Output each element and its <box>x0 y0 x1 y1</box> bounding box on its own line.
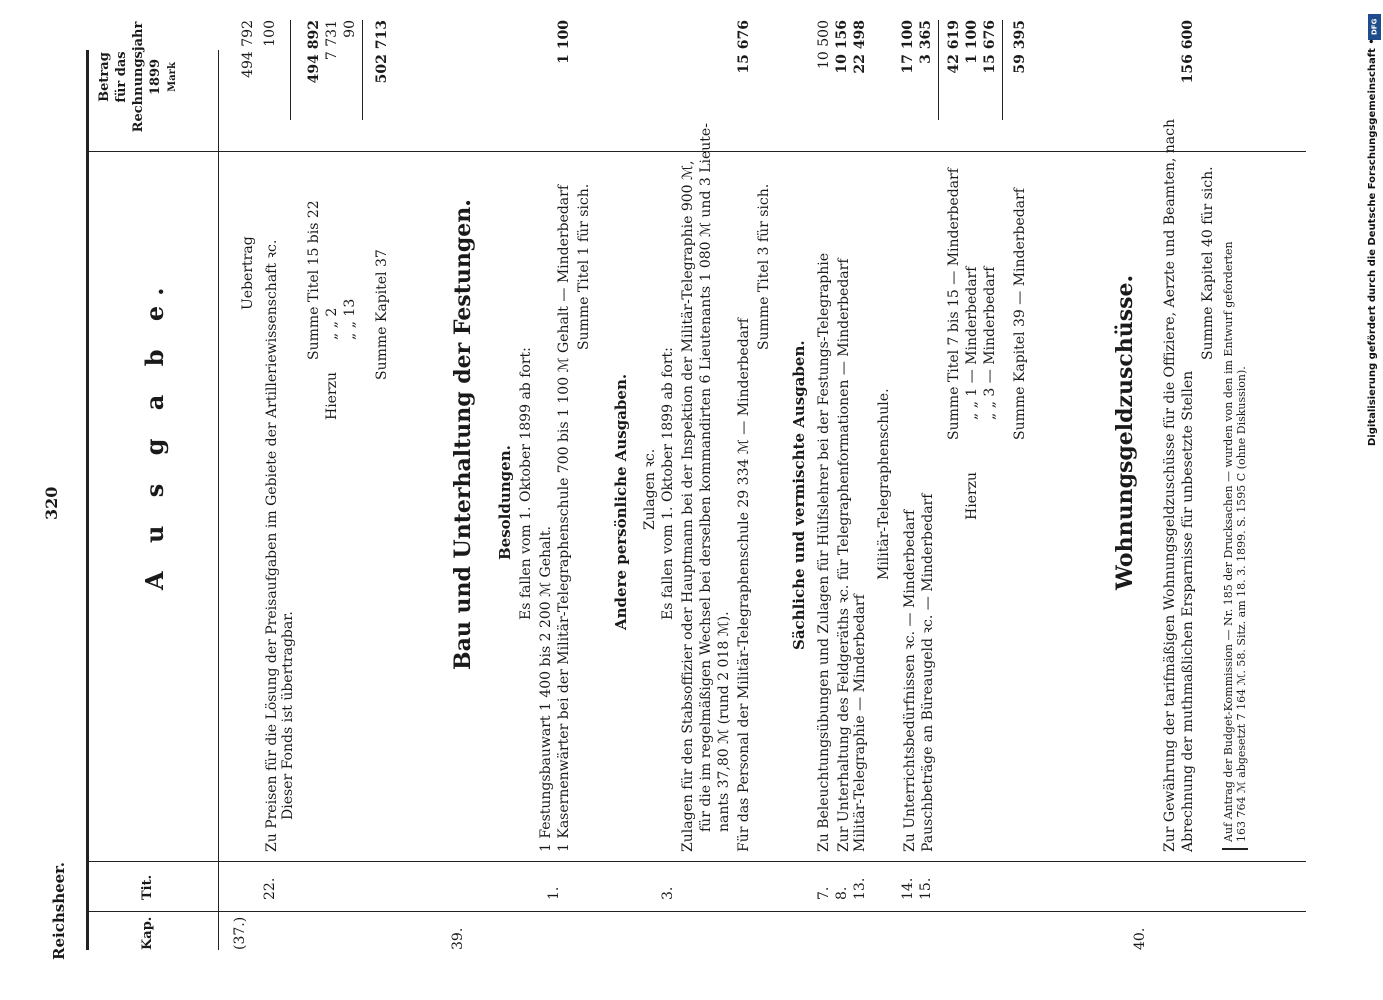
tit-number: 15. <box>918 877 934 900</box>
amount: 156 600 <box>1180 20 1196 84</box>
section-title: Sächliche und vermischte Ausgaben. <box>790 340 808 650</box>
subsection-title: Zulagen ꝛc. <box>642 448 658 530</box>
amount-column-rule <box>86 151 1306 152</box>
hierzu-label: Hierzu <box>324 371 340 420</box>
sum-label: Summe Titel 7 bis 15 — Minderbedarf <box>946 168 962 440</box>
sum-label: Summe Titel 1 für sich. <box>576 183 592 350</box>
digitization-note <box>1367 8 1383 988</box>
amount: 59 395 <box>1012 20 1028 74</box>
row-text: für die im regelmäßigen Wechsel bei derselben kommandirten 6 Lieutenants 1 080 ℳ und 3 Lieute- <box>698 123 714 832</box>
header-separator <box>218 50 219 950</box>
sum-label: Summe Titel 3 für sich. <box>756 183 772 350</box>
amount: 90 <box>342 20 358 38</box>
row-text: Zur Gewährung der tarifmäßigen Wohnungsgeldzuschüsse für die Offiziere, Aerzte und Beamten, nach <box>1162 119 1178 852</box>
tit-number: 14. <box>900 877 916 900</box>
amount: 22 498 <box>852 20 868 74</box>
row-note: Es fallen vom 1. Oktober 1899 ab fort: <box>660 347 676 620</box>
dfg-logo: DFG <box>1368 14 1381 40</box>
row-text: Zulagen für den Stabsoffizier oder Hauptmann bei der Inspektion der Militär-Telegraphie 900 ℳ, <box>680 160 696 852</box>
row-text: 1 Festungsbauwart 1 400 bis 2 200 ℳ Gehalt. <box>538 526 554 852</box>
page-number: 320 <box>42 486 61 520</box>
amount: 15 676 <box>982 20 998 74</box>
amount: 502 713 <box>374 20 390 84</box>
sum-rule <box>1002 20 1003 120</box>
sum-label: „ „ 3 — Minderbedarf <box>982 266 998 420</box>
uebertrag-label: Uebertrag <box>240 236 256 310</box>
tit-column-rule <box>86 861 1306 862</box>
row-text: Zur Unterhaltung des Feldgeräths ꝛc. für Telegraphenformationen — Minderbedarf <box>836 258 852 852</box>
sum-rule <box>290 20 291 120</box>
sum-label: Summe Titel 15 bis 22 <box>306 200 322 360</box>
amount: 3 365 <box>918 20 934 64</box>
chapter-title: Bau und Unterhaltung der Festungen. <box>450 199 476 670</box>
tit-number: 3. <box>660 886 676 900</box>
sum-rule <box>938 20 939 120</box>
row-text: Militär-Telegraphie — Minderbedarf <box>852 594 868 852</box>
table-left-rule <box>86 50 89 950</box>
amount: 17 100 <box>900 20 916 74</box>
row-text: Zu Unterrichtsbedürfnissen ꝛc. — Minderbedarf <box>902 509 918 852</box>
sum-label: „ „ 2 <box>324 307 340 340</box>
main-title: A u s g a b e. <box>140 277 169 590</box>
footnote-line: 163 764 ℳ abgesetzt 7 164 ℳ. 58. Sitz. am 18. 3. 1899. S. 1595 C (ohne Diskussion). <box>1235 366 1248 842</box>
row-text: Dieser Fonds ist übertragbar. <box>280 611 296 820</box>
sum-label: „ „ 1 — Minderbedarf <box>964 266 980 420</box>
row-text: 1 Kasernenwärter bei der Militär-Telegraphenschule 700 bis 1 100 ℳ Gehalt — Minderbedarf <box>556 184 572 852</box>
col-amount-head: Betrag für das Rechnungsjahr 1899 Mark <box>97 21 178 133</box>
row-text: Zu Preisen für die Lösung der Preisaufgaben im Gebiete der Artilleriewissenschaft ꝛc. <box>264 239 280 852</box>
amount: 494 892 <box>306 20 322 84</box>
amount: 100 <box>262 20 278 47</box>
tit-number: 13. <box>852 877 868 900</box>
tit-number: 8. <box>834 886 850 900</box>
amount: 494 792 <box>240 20 256 78</box>
row-text: Abrechnung der muthmaßlichen Ersparnisse für unbesetzte Stellen <box>1180 370 1196 852</box>
sum-label: „ „ 13 <box>342 298 358 340</box>
col-tit-head: Tit. <box>140 874 155 900</box>
section-title: Besoldungen. <box>496 445 514 560</box>
running-title: Reichsheer. <box>50 862 68 960</box>
row-note: Es fallen vom 1. Oktober 1899 ab fort: <box>518 347 534 620</box>
row-text: Zu Beleuchtungsübungen und Zulagen für Hülfslehrer bei der Festungs-Telegraphie <box>816 252 832 852</box>
tit-number: 22. <box>262 877 278 900</box>
section-title: Andere persönliche Ausgaben. <box>612 373 630 630</box>
amount: 42 619 <box>946 20 962 74</box>
kap-number: (37.) <box>232 916 248 950</box>
hierzu-label: Hierzu <box>964 471 980 520</box>
row-text: Für das Personal der Militär-Telegraphenschule 29 334 ℳ — Minderbedarf <box>736 318 752 852</box>
tit-number: 7. <box>816 886 832 900</box>
sum-label: Summe Kapitel 37 <box>374 249 390 380</box>
footnote-box <box>1222 241 1248 850</box>
amount: 10 156 <box>834 20 850 74</box>
col-kap-head: Kap. <box>140 916 155 950</box>
sum-label: Summe Kapitel 39 — Minderbedarf <box>1012 188 1028 440</box>
kap-column-rule <box>86 911 1306 912</box>
kap-number: 39. <box>450 927 466 950</box>
digitization-text: Digitalisierung gefördert durch die Deutsche Forschungsgemeinschaft • <box>1367 38 1378 446</box>
sum-rule <box>362 20 363 120</box>
tit-number: 1. <box>546 886 562 900</box>
amount: 10 500 <box>816 20 832 69</box>
subsection-title: Militär-Telegraphenschule. <box>876 388 892 580</box>
kap-number: 40. <box>1132 927 1148 950</box>
amount: 7 731 <box>324 20 340 61</box>
amount: 1 100 <box>964 20 980 64</box>
amount: 15 676 <box>736 20 752 74</box>
row-text: Pauschbeträge an Büreaugeld ꝛc. — Minderbedarf <box>920 493 936 852</box>
footnote-line: Auf Antrag der Budget-Kommission — Nr. 185 der Drucksachen — wurden von den im Entwurf geforderten <box>1222 241 1235 842</box>
sum-label: Summe Kapitel 40 für sich. <box>1200 166 1216 360</box>
amount: 1 100 <box>556 20 572 64</box>
chapter-title: Wohnungsgeldzuschüsse. <box>1112 274 1138 590</box>
row-text: nants 37,80 ℳ (rund 2 018 ℳ). <box>716 611 732 832</box>
